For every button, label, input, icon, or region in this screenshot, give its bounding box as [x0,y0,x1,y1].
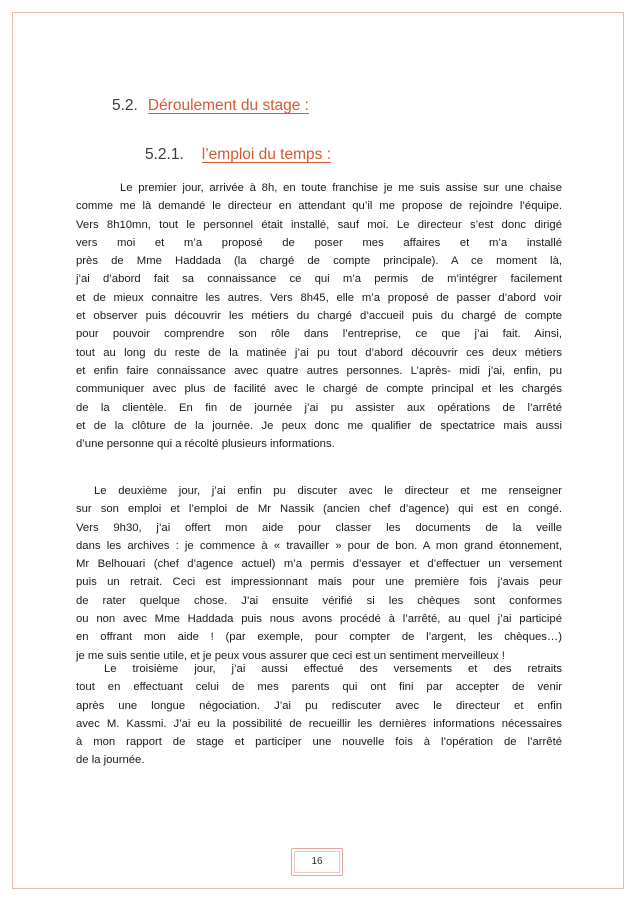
subsection-heading [145,146,331,164]
paragraph-second-day [76,482,562,665]
text-line: après une longue négociation. J’ai pu rediscuter avec le directeur et enfin [76,699,562,712]
text-line: vers moi et m’a proposé de poser mes affaires et m’a installé [76,236,562,249]
text-line: dans les archives : je commence à « travailler » pour de bon. A mon grand étonnement, [76,539,562,552]
text-line: ou non avec Mme Haddada puis nous avons procédé à l’arrêté, au quel j’ai participé [76,613,562,626]
text-line: avec M. Kassmi. J’ai eu la possibilité de recueillir les dernières informations nécessaires [76,717,562,730]
text-line: communiquer avec plus de facilité avec le chargé de compte principal et les chargés [76,383,562,396]
text-line: puis un retrait. Ceci est impressionnant mais pour une première fois j’avais peur [76,576,562,589]
text-line: et de la clôture de la journée. Je peux donc me qualifier de spectatrice mais aussi [76,419,562,432]
text-line: Vers 8h10mn, tout le personnel était installé, sauf moi. Le directeur s’est donc dirigé [76,218,562,231]
text-line: j’ai d’abord fait sa connaissance ce qui m’a permis de m’intégrer facilement [76,273,562,286]
section-heading [112,97,309,115]
text-line: tout au long du reste de la matinée j’ai pu tout d’abord découvrir ces deux métiers [76,346,562,359]
text-line: et de mieux connaitre les autres. Vers 8h45, elle m’a proposé de passer d’abord voir [76,291,562,304]
text-line: et observer puis découvrir les métiers du chargé d’accueil puis du chargé de compte [76,310,562,323]
text-line: et enfin faire connaissance avec quatre autres personnes. L’après- midi j’ai, enfin, pu [76,364,562,377]
text-line: Le premier jour, arrivée à 8h, en toute franchise je me suis assise sur une chaise [120,182,562,194]
text-line: comme me là demandé le directeur en attendant qu’il me propose de rejoindre l’équipe. [76,200,562,213]
section-title: Déroulement du stage : [147,97,309,114]
text-line: de la clientèle. En fin de journée j’ai pu assister aux opérations de l’arrêté [76,401,562,414]
text-line: Vers 9h30, j’ai offert mon aide pour classer les documents de la veille [76,521,562,534]
page-number-tab [291,848,343,876]
text-line: Le deuxième jour, j’ai enfin pu discuter avec le directeur et me renseigner [94,485,562,497]
text-line: d’une personne qui a récolté plusieurs informations. [76,438,335,451]
paragraph-third-day [76,660,562,770]
page-number: 16 [311,856,323,867]
section-number: 5.2. [112,97,138,114]
text-line: Mr Belhouari (chef d’agence actuel) m’a permis d’essayer et d’effectuer un versement [76,558,562,571]
text-line: Le troisième jour, j’ai aussi effectué des versements et des retraits [104,663,562,675]
text-line: tout en effectuant celui de mes parents qui ont fini par accepter de venir [76,681,562,694]
text-line: près de Mme Haddada (la chargé de compte principale). A ce moment là, [76,255,562,268]
text-line: de la journée. [76,754,145,767]
text-line: à mon rapport de stage et participer une nouvelle fois à l’opération de l’arrêté [76,736,562,749]
subsection-number: 5.2.1. [145,146,184,163]
text-line: de rater quelque chose. J’ai ensuite vérifié si les chèques sont conformes [76,594,562,607]
paragraph-first-day [76,179,562,453]
text-line: sur son emploi et l’emploi de Mr Nassik (ancien chef d’agence) qui est en congé. [76,503,562,516]
text-line: en offrant mon aide ! (par exemple, pour compter de l’argent, les chèques…) [76,631,562,644]
subsection-title: l’emploi du temps : [201,146,332,163]
text-line: pour pouvoir comprendre son rôle dans l’entreprise, ce que j’ai fait. Ainsi, [76,328,562,341]
text-line: je me suis sentie utile, et je peux vous assurer que ceci est un sentiment merveilleux ! [76,649,505,662]
